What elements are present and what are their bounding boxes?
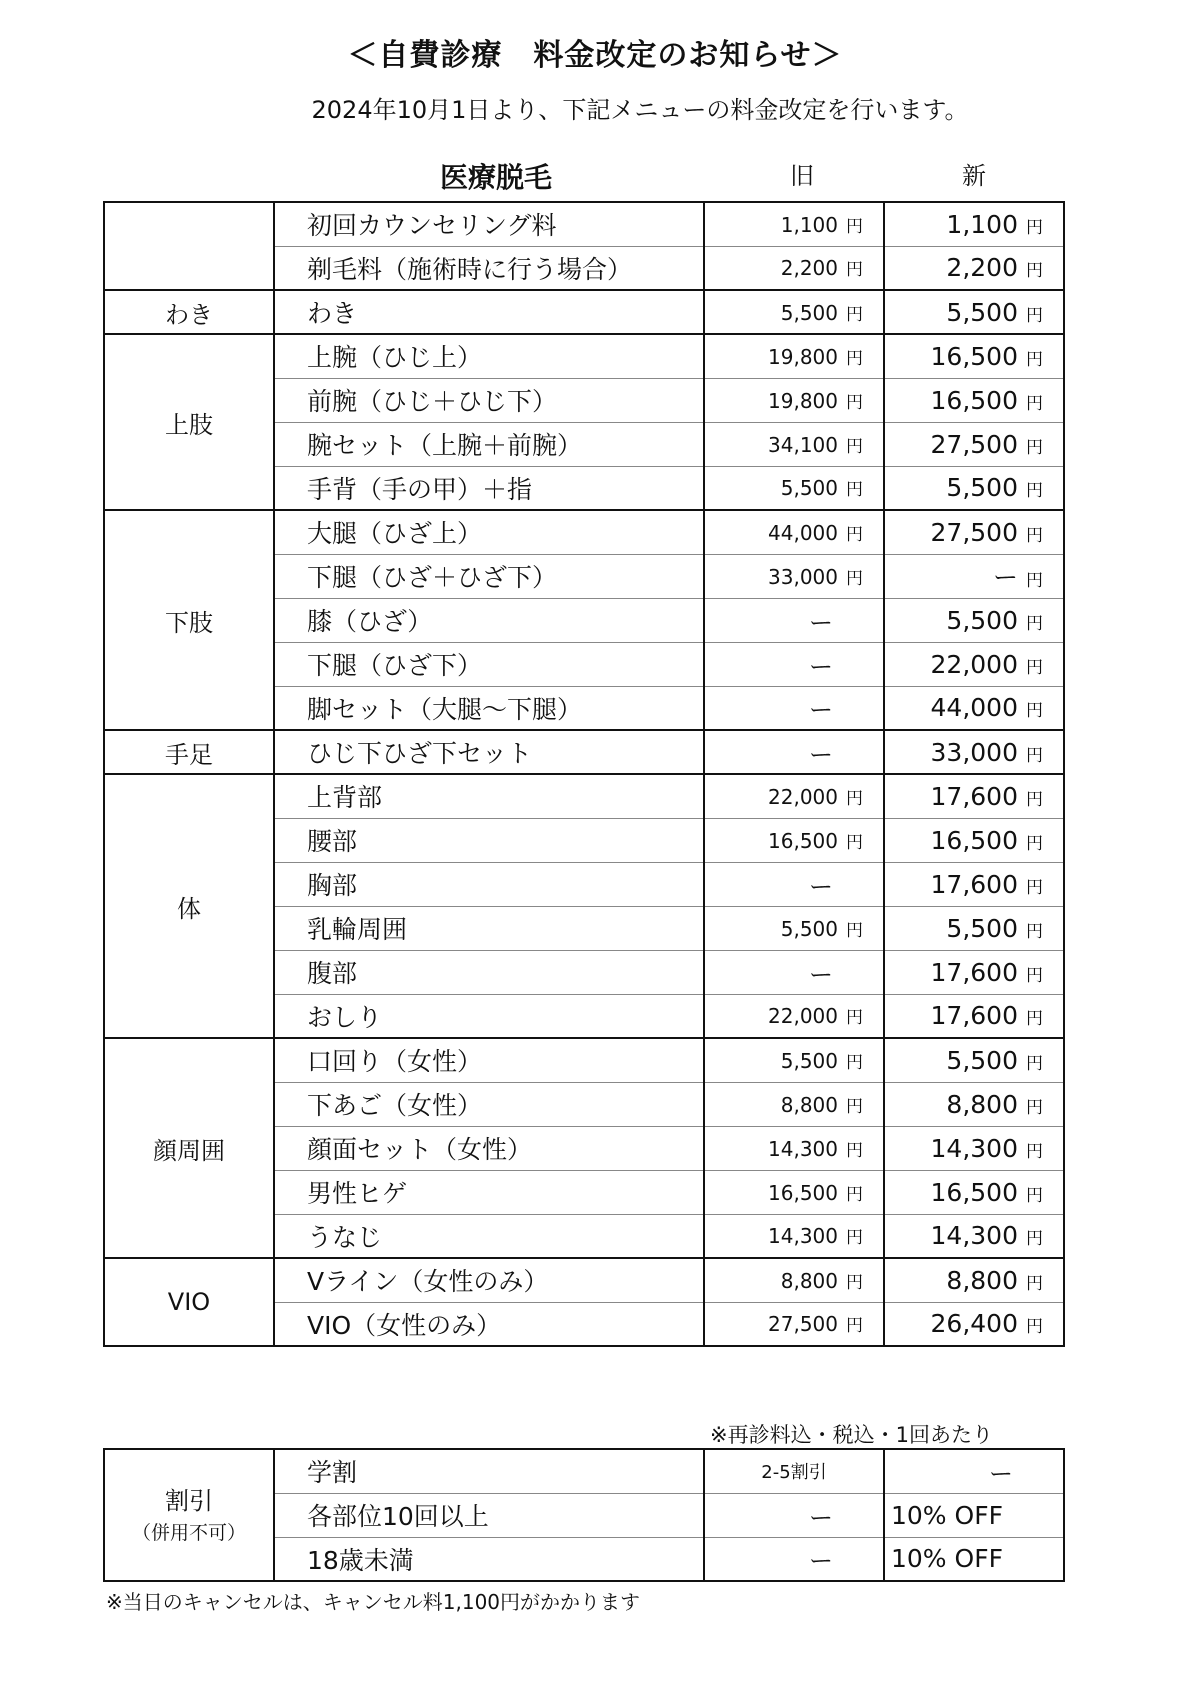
price-new-value: 1,100 <box>946 209 1018 239</box>
yen-unit: 円 <box>1026 525 1043 546</box>
item-cell <box>274 510 704 554</box>
item-label: うなじ <box>307 1222 383 1252</box>
yen-unit: 円 <box>1026 657 1043 678</box>
price-old-value: 16,500 <box>768 828 838 853</box>
price-new-value: 5,500 <box>946 473 1018 503</box>
table-row <box>104 1038 1064 1082</box>
price-new-value: 5,500 <box>946 297 1018 327</box>
price-new-value: 16,500 <box>930 825 1018 855</box>
price-new-cell <box>884 686 1064 730</box>
discount-new-cell <box>884 1493 1064 1537</box>
item-label: 腰部 <box>307 827 358 856</box>
discount-new-value: 10% OFF <box>891 1544 1003 1574</box>
price-old-value: 8,800 <box>780 1092 838 1117</box>
discount-old-value: ー <box>809 1547 833 1576</box>
discount-item-label: 各部位10回以上 <box>307 1502 489 1531</box>
item-cell <box>274 818 704 862</box>
yen-unit: 円 <box>1026 789 1043 810</box>
discount-old-value: ー <box>809 1503 833 1532</box>
price-old-cell <box>704 906 884 950</box>
discount-item-cell <box>274 1493 704 1537</box>
category-label: VIO <box>167 1288 211 1316</box>
price-old-dash: ー <box>809 652 833 681</box>
price-new-cell <box>884 950 1064 994</box>
yen-unit: 円 <box>846 480 863 501</box>
category-cell <box>104 510 274 730</box>
yen-unit: 円 <box>1026 613 1043 634</box>
price-new-value: 2,200 <box>946 253 1018 283</box>
item-label: Vライン（女性のみ） <box>307 1267 549 1297</box>
price-old-value: 22,000 <box>768 784 838 809</box>
category-cell <box>104 774 274 1038</box>
item-cell <box>274 906 704 950</box>
item-cell <box>274 378 704 422</box>
price-new-value: 27,500 <box>930 429 1018 459</box>
price-new-value: 17,600 <box>930 957 1018 987</box>
category-label: 手足 <box>165 740 213 769</box>
tax-note: ※再診料込・税込・1回あたり <box>710 1423 993 1447</box>
item-cell <box>274 950 704 994</box>
price-old-dash: ー <box>809 960 833 989</box>
price-old-cell <box>704 1082 884 1126</box>
price-new-value: 14,300 <box>930 1221 1018 1251</box>
category-label: 上肢 <box>165 410 213 439</box>
item-cell <box>274 1038 704 1082</box>
price-old-value: 19,800 <box>768 344 838 369</box>
price-old-cell <box>704 642 884 686</box>
price-new-cell <box>884 1170 1064 1214</box>
item-cell <box>274 1082 704 1126</box>
yen-unit: 円 <box>846 392 863 413</box>
yen-unit: 円 <box>1026 1009 1043 1030</box>
price-table <box>103 201 1065 1347</box>
price-new-value: 14,300 <box>930 1133 1018 1163</box>
price-new-cell <box>884 202 1064 246</box>
price-old-value: 14,300 <box>768 1224 838 1249</box>
price-old-value: 1,100 <box>780 212 838 237</box>
item-label: 大腿（ひざ上） <box>307 519 483 549</box>
yen-unit: 円 <box>846 568 863 589</box>
yen-unit: 円 <box>1026 1273 1043 1294</box>
price-new-value: 8,800 <box>946 1089 1018 1119</box>
price-old-cell <box>704 1302 884 1346</box>
column-header-old: 旧 <box>790 162 814 190</box>
column-header-new: 新 <box>962 162 986 190</box>
item-label: 初回カウンセリング料 <box>307 211 557 241</box>
yen-unit: 円 <box>846 788 863 809</box>
yen-unit: 円 <box>846 832 863 853</box>
price-new-value: 17,600 <box>930 781 1018 811</box>
category-label: わき <box>165 300 213 329</box>
price-old-dash: ー <box>809 740 833 769</box>
discount-category-label: 割引 <box>165 1487 213 1515</box>
price-old-value: 14,300 <box>768 1136 838 1161</box>
item-cell <box>274 1126 704 1170</box>
item-label: わき <box>307 299 358 328</box>
item-label: 膝（ひざ） <box>307 607 433 636</box>
price-new-cell <box>884 378 1064 422</box>
page-title: ＜自費診療 料金改定のお知らせ＞ <box>347 38 843 73</box>
discount-category-cell <box>104 1449 274 1581</box>
category-cell <box>104 730 274 774</box>
price-old-value: 16,500 <box>768 1180 838 1205</box>
category-label: 体 <box>177 894 201 923</box>
price-old-cell <box>704 422 884 466</box>
item-label: 剃毛料（施術時に行う場合） <box>307 254 633 284</box>
item-label: 脚セット（大腿～下腿） <box>307 694 583 724</box>
price-old-cell <box>704 1258 884 1302</box>
yen-unit: 円 <box>1026 217 1043 238</box>
table-row <box>104 290 1064 334</box>
price-new-value: 22,000 <box>930 649 1018 679</box>
price-old-value: 5,500 <box>780 1048 838 1073</box>
item-label: 胸部 <box>307 871 358 900</box>
discount-table <box>103 1448 1065 1582</box>
yen-unit: 円 <box>846 524 863 545</box>
price-new-value: 16,500 <box>930 385 1018 415</box>
price-new-value: 5,500 <box>946 1045 1018 1075</box>
price-new-value: 16,500 <box>930 1177 1018 1207</box>
yen-unit: 円 <box>846 436 863 457</box>
price-old-value: 19,800 <box>768 388 838 413</box>
price-old-cell <box>704 1038 884 1082</box>
price-new-cell <box>884 994 1064 1038</box>
table-row <box>104 774 1064 818</box>
discount-old-cell <box>704 1493 884 1537</box>
item-cell <box>274 554 704 598</box>
price-old-cell <box>704 862 884 906</box>
yen-unit: 円 <box>1026 965 1043 986</box>
yen-unit: 円 <box>846 1140 863 1161</box>
price-old-dash: ー <box>809 696 833 725</box>
yen-unit: 円 <box>1026 393 1043 414</box>
item-cell <box>274 1302 704 1346</box>
price-old-value: 22,000 <box>768 1004 838 1029</box>
price-new-value: 5,500 <box>946 913 1018 943</box>
price-new-cell <box>884 862 1064 906</box>
cancel-note: ※当日のキャンセルは、キャンセル料1,100円がかかります <box>106 1590 641 1614</box>
price-old-cell <box>704 686 884 730</box>
category-cell <box>104 1258 274 1346</box>
yen-unit: 円 <box>1026 701 1043 722</box>
price-new-cell <box>884 246 1064 290</box>
price-old-cell <box>704 378 884 422</box>
price-old-cell <box>704 510 884 554</box>
yen-unit: 円 <box>846 1096 863 1117</box>
yen-unit: 円 <box>846 260 863 281</box>
yen-unit: 円 <box>1026 481 1043 502</box>
category-cell <box>104 202 274 290</box>
discount-item-cell <box>274 1537 704 1581</box>
price-new-value: 26,400 <box>930 1309 1018 1339</box>
price-new-value: ー <box>992 563 1018 592</box>
price-old-value: 8,800 <box>780 1268 838 1293</box>
table-row <box>104 730 1064 774</box>
price-new-cell <box>884 730 1064 774</box>
item-label: 乳輪周囲 <box>307 915 408 944</box>
yen-unit: 円 <box>1026 349 1043 370</box>
item-label: 下腿（ひざ下） <box>307 651 483 680</box>
item-cell <box>274 1170 704 1214</box>
price-new-cell <box>884 1214 1064 1258</box>
yen-unit: 円 <box>1026 1317 1043 1338</box>
price-new-cell <box>884 774 1064 818</box>
price-new-value: 16,500 <box>930 341 1018 371</box>
item-cell <box>274 422 704 466</box>
price-old-value: 44,000 <box>768 520 838 545</box>
item-label: 顔面セット（女性） <box>307 1135 533 1164</box>
yen-unit: 円 <box>1026 261 1043 282</box>
price-old-value: 5,500 <box>780 300 838 325</box>
yen-unit: 円 <box>846 1316 863 1337</box>
item-cell <box>274 466 704 510</box>
yen-unit: 円 <box>1026 1053 1043 1074</box>
item-cell <box>274 246 704 290</box>
price-new-cell <box>884 1038 1064 1082</box>
item-label: 口回り（女性） <box>307 1047 483 1077</box>
yen-unit: 円 <box>1026 745 1043 766</box>
item-cell <box>274 862 704 906</box>
item-cell <box>274 730 704 774</box>
price-new-cell <box>884 422 1064 466</box>
yen-unit: 円 <box>846 1008 863 1029</box>
discount-old-cell <box>704 1537 884 1581</box>
item-cell <box>274 686 704 730</box>
item-cell <box>274 334 704 378</box>
item-label: おしり <box>307 1002 383 1032</box>
price-new-cell <box>884 906 1064 950</box>
discount-item-label: 学割 <box>307 1458 358 1488</box>
price-new-cell <box>884 334 1064 378</box>
price-new-value: 33,000 <box>930 737 1018 767</box>
item-label: 男性ヒゲ <box>307 1179 408 1208</box>
section-title: 医療脱毛 <box>440 161 553 194</box>
discount-item-cell <box>274 1449 704 1493</box>
item-cell <box>274 1214 704 1258</box>
yen-unit: 円 <box>1026 1097 1043 1118</box>
category-cell <box>104 1038 274 1258</box>
item-cell <box>274 774 704 818</box>
yen-unit: 円 <box>1026 833 1043 854</box>
item-label: 腹部 <box>307 959 358 988</box>
item-label: 下腿（ひざ＋ひざ下） <box>307 563 558 592</box>
yen-unit: 円 <box>846 1052 863 1073</box>
price-old-value: 5,500 <box>780 476 838 501</box>
price-old-cell <box>704 730 884 774</box>
price-old-cell <box>704 290 884 334</box>
price-old-cell <box>704 950 884 994</box>
price-old-dash: ー <box>809 872 833 901</box>
price-new-cell <box>884 642 1064 686</box>
price-old-value: 5,500 <box>780 916 838 941</box>
price-old-cell <box>704 818 884 862</box>
price-new-cell <box>884 1126 1064 1170</box>
discount-old-cell <box>704 1449 884 1493</box>
discount-new-value: ー <box>989 1459 1013 1488</box>
yen-unit: 円 <box>1026 921 1043 942</box>
table-row <box>104 334 1064 378</box>
yen-unit: 円 <box>846 304 863 325</box>
price-new-cell <box>884 466 1064 510</box>
yen-unit: 円 <box>1026 1185 1043 1206</box>
yen-unit: 円 <box>846 348 863 369</box>
item-cell <box>274 598 704 642</box>
discount-item-label: 18歳未満 <box>307 1545 414 1575</box>
item-label: 手背（手の甲）＋指 <box>307 474 533 504</box>
price-old-value: 2,200 <box>780 256 838 281</box>
price-old-cell <box>704 466 884 510</box>
price-old-cell <box>704 1214 884 1258</box>
price-new-cell <box>884 598 1064 642</box>
price-new-value: 5,500 <box>946 605 1018 635</box>
category-cell <box>104 290 274 334</box>
table-row <box>104 1258 1064 1302</box>
item-cell <box>274 290 704 334</box>
yen-unit: 円 <box>846 216 863 237</box>
price-old-value: 27,500 <box>768 1312 838 1337</box>
price-new-value: 17,600 <box>930 869 1018 899</box>
price-new-value: 27,500 <box>930 517 1018 547</box>
item-label: 上背部 <box>307 783 383 813</box>
yen-unit: 円 <box>1026 437 1043 458</box>
yen-unit: 円 <box>1026 1141 1043 1162</box>
category-cell <box>104 334 274 510</box>
discount-new-value: 10% OFF <box>891 1500 1003 1530</box>
price-old-cell <box>704 1126 884 1170</box>
price-old-cell <box>704 334 884 378</box>
discount-new-cell <box>884 1537 1064 1581</box>
item-cell <box>274 642 704 686</box>
discount-category-note: （併用不可） <box>131 1522 246 1544</box>
table-row <box>104 202 1064 246</box>
item-label: ひじ下ひざ下セット <box>307 739 533 768</box>
item-label: 上腕（ひじ上） <box>307 343 483 373</box>
price-new-cell <box>884 818 1064 862</box>
price-old-cell <box>704 774 884 818</box>
item-cell <box>274 1258 704 1302</box>
yen-unit: 円 <box>1026 1229 1043 1250</box>
price-old-value: 34,100 <box>768 432 838 457</box>
table-row <box>104 510 1064 554</box>
price-new-cell <box>884 1258 1064 1302</box>
yen-unit: 円 <box>1026 305 1043 326</box>
discount-row <box>104 1449 1064 1493</box>
item-label: 腕セット（上腕＋前腕） <box>307 431 583 460</box>
price-old-cell <box>704 202 884 246</box>
price-new-value: 44,000 <box>930 693 1018 723</box>
page-subtitle: 2024年10月1日より、下記メニューの料金改定を行います。 <box>311 96 969 124</box>
price-old-cell <box>704 554 884 598</box>
price-old-cell <box>704 598 884 642</box>
yen-unit: 円 <box>846 1184 863 1205</box>
yen-unit: 円 <box>1026 571 1043 591</box>
item-cell <box>274 202 704 246</box>
yen-unit: 円 <box>1026 877 1043 898</box>
discount-old-value: 2-5割引 <box>761 1462 827 1484</box>
yen-unit: 円 <box>846 920 863 941</box>
price-new-cell <box>884 290 1064 334</box>
price-new-cell <box>884 510 1064 554</box>
price-old-dash: ー <box>809 608 833 637</box>
category-label: 顔周囲 <box>153 1136 225 1165</box>
item-cell <box>274 994 704 1038</box>
price-new-cell <box>884 554 1064 598</box>
yen-unit: 円 <box>846 1272 863 1293</box>
yen-unit: 円 <box>846 1228 863 1249</box>
item-label: 下あご（女性） <box>307 1091 483 1120</box>
discount-new-cell <box>884 1449 1064 1493</box>
price-new-value: 17,600 <box>930 1001 1018 1031</box>
price-old-value: 33,000 <box>768 564 838 589</box>
price-old-cell <box>704 994 884 1038</box>
item-label: VIO（女性のみ） <box>307 1310 502 1340</box>
price-old-cell <box>704 246 884 290</box>
item-label: 前腕（ひじ＋ひじ下） <box>307 387 558 416</box>
price-new-cell <box>884 1082 1064 1126</box>
price-new-value: 8,800 <box>946 1265 1018 1295</box>
price-new-cell <box>884 1302 1064 1346</box>
price-old-cell <box>704 1170 884 1214</box>
category-label: 下肢 <box>165 608 213 637</box>
